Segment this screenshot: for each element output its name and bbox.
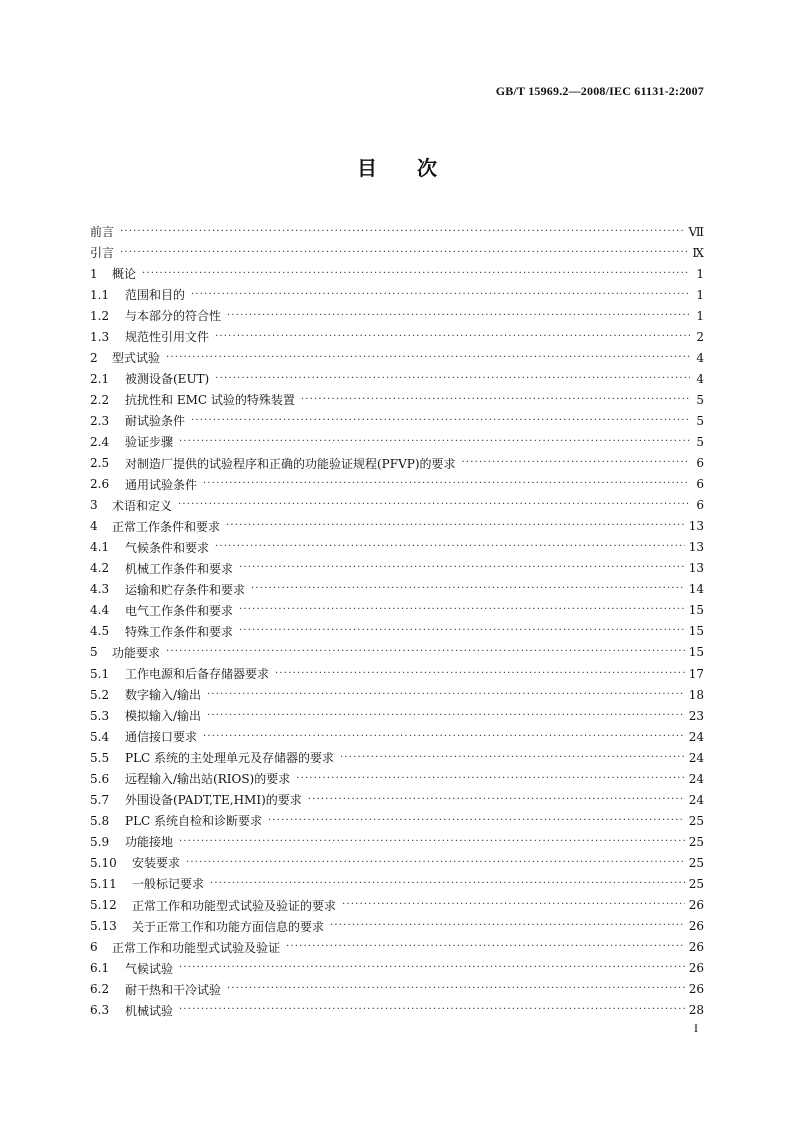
toc-entry-number: 4.1	[90, 540, 110, 555]
toc-leader-dots	[215, 331, 690, 343]
toc-entry-label: 范围和目的	[125, 288, 186, 303]
toc-entry-number: 4	[90, 519, 98, 534]
toc-entry[interactable]	[90, 453, 704, 474]
toc-entry[interactable]	[90, 389, 704, 410]
toc-entry-page: 24	[688, 792, 704, 807]
toc-entry-label: 抗扰性和 EMC 试验的特殊装置	[125, 393, 295, 408]
toc-entry[interactable]	[90, 242, 704, 263]
toc-entry-number: 5.7	[90, 792, 110, 807]
toc-entry[interactable]	[90, 705, 704, 726]
toc-entry[interactable]	[90, 852, 704, 873]
toc-entry-number: 5.10	[90, 855, 117, 870]
toc-entry-number: 5.1	[90, 666, 110, 681]
toc-leader-dots	[186, 857, 685, 869]
toc-entry[interactable]	[90, 431, 704, 452]
toc-entry-page: 4	[696, 371, 704, 386]
toc-entry-label: 规范性引用文件	[125, 330, 210, 345]
toc-entry-label: 工作电源和后备存储器要求	[125, 667, 270, 681]
standard-code: GB/T 15969.2—2008/IEC 61131-2:2007	[495, 84, 704, 98]
toc-leader-dots	[142, 268, 690, 280]
toc-entry-page: 25	[688, 876, 704, 891]
toc-entry[interactable]	[90, 789, 704, 810]
toc-leader-dots	[301, 394, 690, 406]
toc-entry-page: 24	[688, 729, 704, 744]
toc-entry-page: 5	[696, 392, 704, 407]
toc-entry-label: 电气工作条件和要求	[125, 603, 234, 618]
toc-entry-label: 验证步骤	[125, 435, 174, 450]
toc-entry[interactable]	[90, 558, 704, 579]
toc-entry-number: 4.4	[90, 603, 110, 618]
toc-entry[interactable]	[90, 495, 704, 516]
toc-entry-label: 特殊工作条件和要求	[125, 624, 234, 639]
toc-entry-label: 通用试验条件	[125, 477, 198, 492]
toc-leader-dots	[120, 226, 684, 238]
toc-entry[interactable]	[90, 474, 704, 495]
toc-entry-number: 5.2	[90, 687, 110, 702]
toc-entry-label: 气候试验	[125, 961, 174, 976]
toc-leader-dots	[179, 1004, 685, 1016]
toc-entry[interactable]	[90, 347, 704, 368]
toc-entry-label: 模拟输入/输出	[125, 709, 202, 724]
toc-entry-label: 安装要求	[132, 856, 181, 871]
toc-leader-dots	[239, 562, 685, 574]
toc-entry-page: 5	[696, 434, 704, 449]
toc-entry[interactable]	[90, 979, 704, 1000]
toc-entry-label: 正常工作和功能型式试验及验证的要求	[132, 898, 337, 913]
toc-entry-label: 耐干热和干冷试验	[125, 982, 222, 997]
toc-leader-dots	[179, 962, 685, 974]
toc-leader-dots	[275, 668, 685, 680]
toc-entry[interactable]	[90, 326, 704, 347]
toc-entry-page: 15	[688, 624, 704, 639]
toc-entry-label: 一般标记要求	[132, 877, 205, 892]
toc-entry-page: 23	[688, 708, 704, 723]
toc-entry[interactable]	[90, 663, 704, 684]
toc-leader-dots	[330, 920, 685, 932]
toc-entry-number: 3	[90, 498, 98, 513]
toc-entry-number: 2.6	[90, 477, 110, 492]
toc-entry-label: 与本部分的符合性	[125, 309, 222, 324]
toc-leader-dots	[286, 941, 685, 953]
toc-leader-dots	[191, 415, 690, 427]
toc-entry-label: 耐试验条件	[125, 414, 186, 429]
toc-entry[interactable]	[90, 642, 704, 663]
toc-entry-page: 6	[696, 456, 704, 471]
toc-entry-label: 型式试验	[112, 351, 161, 366]
toc-entry[interactable]	[90, 579, 704, 600]
toc-entry-label: 通信接口要求	[125, 730, 198, 745]
toc-leader-dots	[227, 983, 685, 995]
toc-leader-dots	[462, 457, 690, 469]
toc-leader-dots	[268, 815, 685, 827]
toc-entry[interactable]	[90, 726, 704, 747]
toc-leader-dots	[179, 436, 690, 448]
toc-entry-page: 13	[688, 540, 704, 555]
toc-entry-label: 功能要求	[112, 645, 161, 660]
toc-entry-number: 6	[90, 940, 98, 955]
toc-entry-number: 5.9	[90, 834, 110, 849]
toc-entry-page: 1	[696, 287, 704, 302]
toc-entry[interactable]	[90, 916, 704, 937]
toc-entry[interactable]	[90, 600, 704, 621]
toc-leader-dots	[226, 520, 685, 532]
toc-entry-page: Ⅸ	[692, 245, 704, 260]
toc-entry-label: PLC 系统的主处理单元及存储器的要求	[125, 751, 335, 766]
toc-entry[interactable]	[90, 221, 704, 242]
toc-entry-number: 6.3	[90, 1003, 110, 1018]
toc-entry-page: 15	[688, 645, 704, 660]
toc-entry-page: 25	[688, 855, 704, 870]
toc-leader-dots	[308, 794, 685, 806]
toc-entry-number: 1.2	[90, 308, 110, 323]
toc-entry[interactable]	[90, 368, 704, 389]
toc-entry-label: 远程输入/输出站(RIOS)的要求	[125, 772, 291, 787]
toc-leader-dots	[166, 352, 690, 364]
toc-entry-label: 机械工作条件和要求	[125, 561, 234, 576]
toc-entry-page: 6	[696, 477, 704, 492]
toc-entry[interactable]	[90, 516, 704, 537]
toc-entry-page: 17	[688, 666, 704, 681]
toc-entry-number: 2	[90, 350, 98, 365]
toc-entry[interactable]	[90, 410, 704, 431]
toc-entry-page: 2	[696, 329, 704, 344]
toc-entry-number: 5	[90, 645, 98, 660]
toc-entry-page: 1	[696, 266, 704, 281]
toc-entry-number: 1.1	[90, 287, 110, 302]
toc-leader-dots	[342, 899, 685, 911]
toc-entry-number: 4.2	[90, 561, 110, 576]
toc-entry-page: 1	[696, 308, 704, 323]
toc-entry-number: 2.3	[90, 413, 110, 428]
toc-entry[interactable]	[90, 284, 704, 305]
toc-entry-label: 正常工作和功能型式试验及验证	[112, 940, 281, 955]
toc-entry-label: 正常工作条件和要求	[112, 519, 221, 534]
toc-entry-number: 5.12	[90, 898, 117, 913]
toc-entry-page: 26	[688, 940, 704, 955]
toc-entry-page: 13	[688, 519, 704, 534]
toc-entry-page: 26	[688, 898, 704, 913]
toc-entry[interactable]	[90, 621, 704, 642]
toc-entry-number: 5.8	[90, 813, 110, 828]
page-title-part2: 次	[417, 156, 437, 180]
toc-leader-dots	[227, 310, 690, 322]
toc-entry-page: 26	[688, 919, 704, 934]
toc-entry-label: 概论	[112, 267, 137, 282]
toc-entry[interactable]	[90, 1000, 704, 1021]
toc-entry-page: 26	[688, 961, 704, 976]
toc-entry-page: 18	[688, 687, 704, 702]
toc-entry-label: 引言	[90, 246, 115, 261]
toc-leader-dots	[120, 247, 688, 259]
toc-entry-number: 5.4	[90, 729, 110, 744]
toc-entry-page: 15	[688, 603, 704, 618]
toc-entry[interactable]	[90, 305, 704, 326]
toc-leader-dots	[340, 752, 685, 764]
toc-leader-dots	[207, 689, 685, 701]
toc-leader-dots	[215, 373, 690, 385]
toc-entry[interactable]	[90, 895, 704, 916]
toc-entry-number: 5.5	[90, 750, 110, 765]
toc-leader-dots	[239, 604, 685, 616]
toc-leader-dots	[179, 836, 685, 848]
toc-entry-page: 24	[688, 750, 704, 765]
toc-entry-number: 4.5	[90, 624, 110, 639]
toc-entry-label: 术语和定义	[112, 498, 173, 513]
toc-entry-page: 28	[688, 1003, 704, 1018]
toc-entry-number: 2.1	[90, 371, 110, 386]
toc-entry-number: 4.3	[90, 582, 110, 597]
toc-entry-label: 机械试验	[125, 1003, 174, 1018]
toc-leader-dots	[203, 731, 685, 743]
toc-entry[interactable]	[90, 263, 704, 284]
toc-entry[interactable]	[90, 768, 704, 789]
toc-entry-page: 13	[688, 561, 704, 576]
toc-entry-label: 关于正常工作和功能方面信息的要求	[132, 919, 325, 934]
toc-entry-label: 外围设备(PADT,TE,HMI)的要求	[125, 793, 302, 808]
toc-entry-label: 被测设备(EUT)	[125, 372, 210, 387]
toc-leader-dots	[203, 478, 690, 490]
toc-entry-number: 5.11	[90, 876, 117, 891]
toc-entry-label: 功能接地	[125, 835, 174, 850]
toc-leader-dots	[178, 499, 690, 511]
toc-entry-number: 1	[90, 266, 98, 281]
page-number: I	[694, 1021, 698, 1035]
toc-entry-page: 4	[696, 350, 704, 365]
toc-entry-number: 2.2	[90, 392, 110, 407]
toc-entry-label: 前言	[90, 225, 115, 240]
toc-entry-label: PLC 系统自检和诊断要求	[125, 814, 263, 829]
page-title	[0, 152, 794, 181]
toc-entry-label: 对制造厂提供的试验程序和正确的功能验证规程(PFVP)的要求	[125, 456, 456, 471]
toc-entry[interactable]	[90, 937, 704, 958]
toc-entry[interactable]	[90, 873, 704, 894]
toc-entry[interactable]	[90, 810, 704, 831]
toc-entry-number: 6.1	[90, 961, 110, 976]
toc-entry-page: 24	[688, 771, 704, 786]
toc-leader-dots	[207, 710, 685, 722]
toc-entry[interactable]	[90, 747, 704, 768]
toc-entry-label: 运输和贮存条件和要求	[125, 582, 246, 597]
toc-entry-number: 5.6	[90, 771, 110, 786]
page-title-part1: 目	[357, 156, 377, 180]
toc-entry[interactable]	[90, 958, 704, 979]
toc-entry-number: 5.13	[90, 919, 117, 934]
toc-leader-dots	[191, 289, 690, 301]
toc-entry[interactable]	[90, 831, 704, 852]
toc-entry-label: 数字输入/输出	[125, 688, 202, 703]
toc-entry[interactable]	[90, 537, 704, 558]
toc-leader-dots	[166, 646, 685, 658]
toc-entry-number: 2.4	[90, 434, 110, 449]
toc-entry-page: 6	[696, 498, 704, 513]
toc-entry-label: 气候条件和要求	[125, 540, 210, 555]
toc-entry[interactable]	[90, 684, 704, 705]
toc-entry-number: 2.5	[90, 456, 110, 471]
toc-entry-page: 25	[688, 834, 704, 849]
toc-entry-number: 5.3	[90, 708, 110, 723]
toc-entry-page: 25	[688, 813, 704, 828]
toc-entry-number: 1.3	[90, 329, 110, 344]
toc-leader-dots	[239, 625, 685, 637]
toc-leader-dots	[215, 541, 685, 553]
toc-entry-page: Ⅶ	[688, 224, 704, 239]
toc-entry-page: 26	[688, 982, 704, 997]
toc-leader-dots	[251, 583, 685, 595]
toc-entry-number: 6.2	[90, 982, 110, 997]
toc-entry-page: 14	[688, 582, 704, 597]
toc-entry-page: 5	[696, 413, 704, 428]
toc-leader-dots	[296, 773, 684, 785]
table-of-contents	[90, 221, 704, 1021]
toc-leader-dots	[210, 878, 685, 890]
